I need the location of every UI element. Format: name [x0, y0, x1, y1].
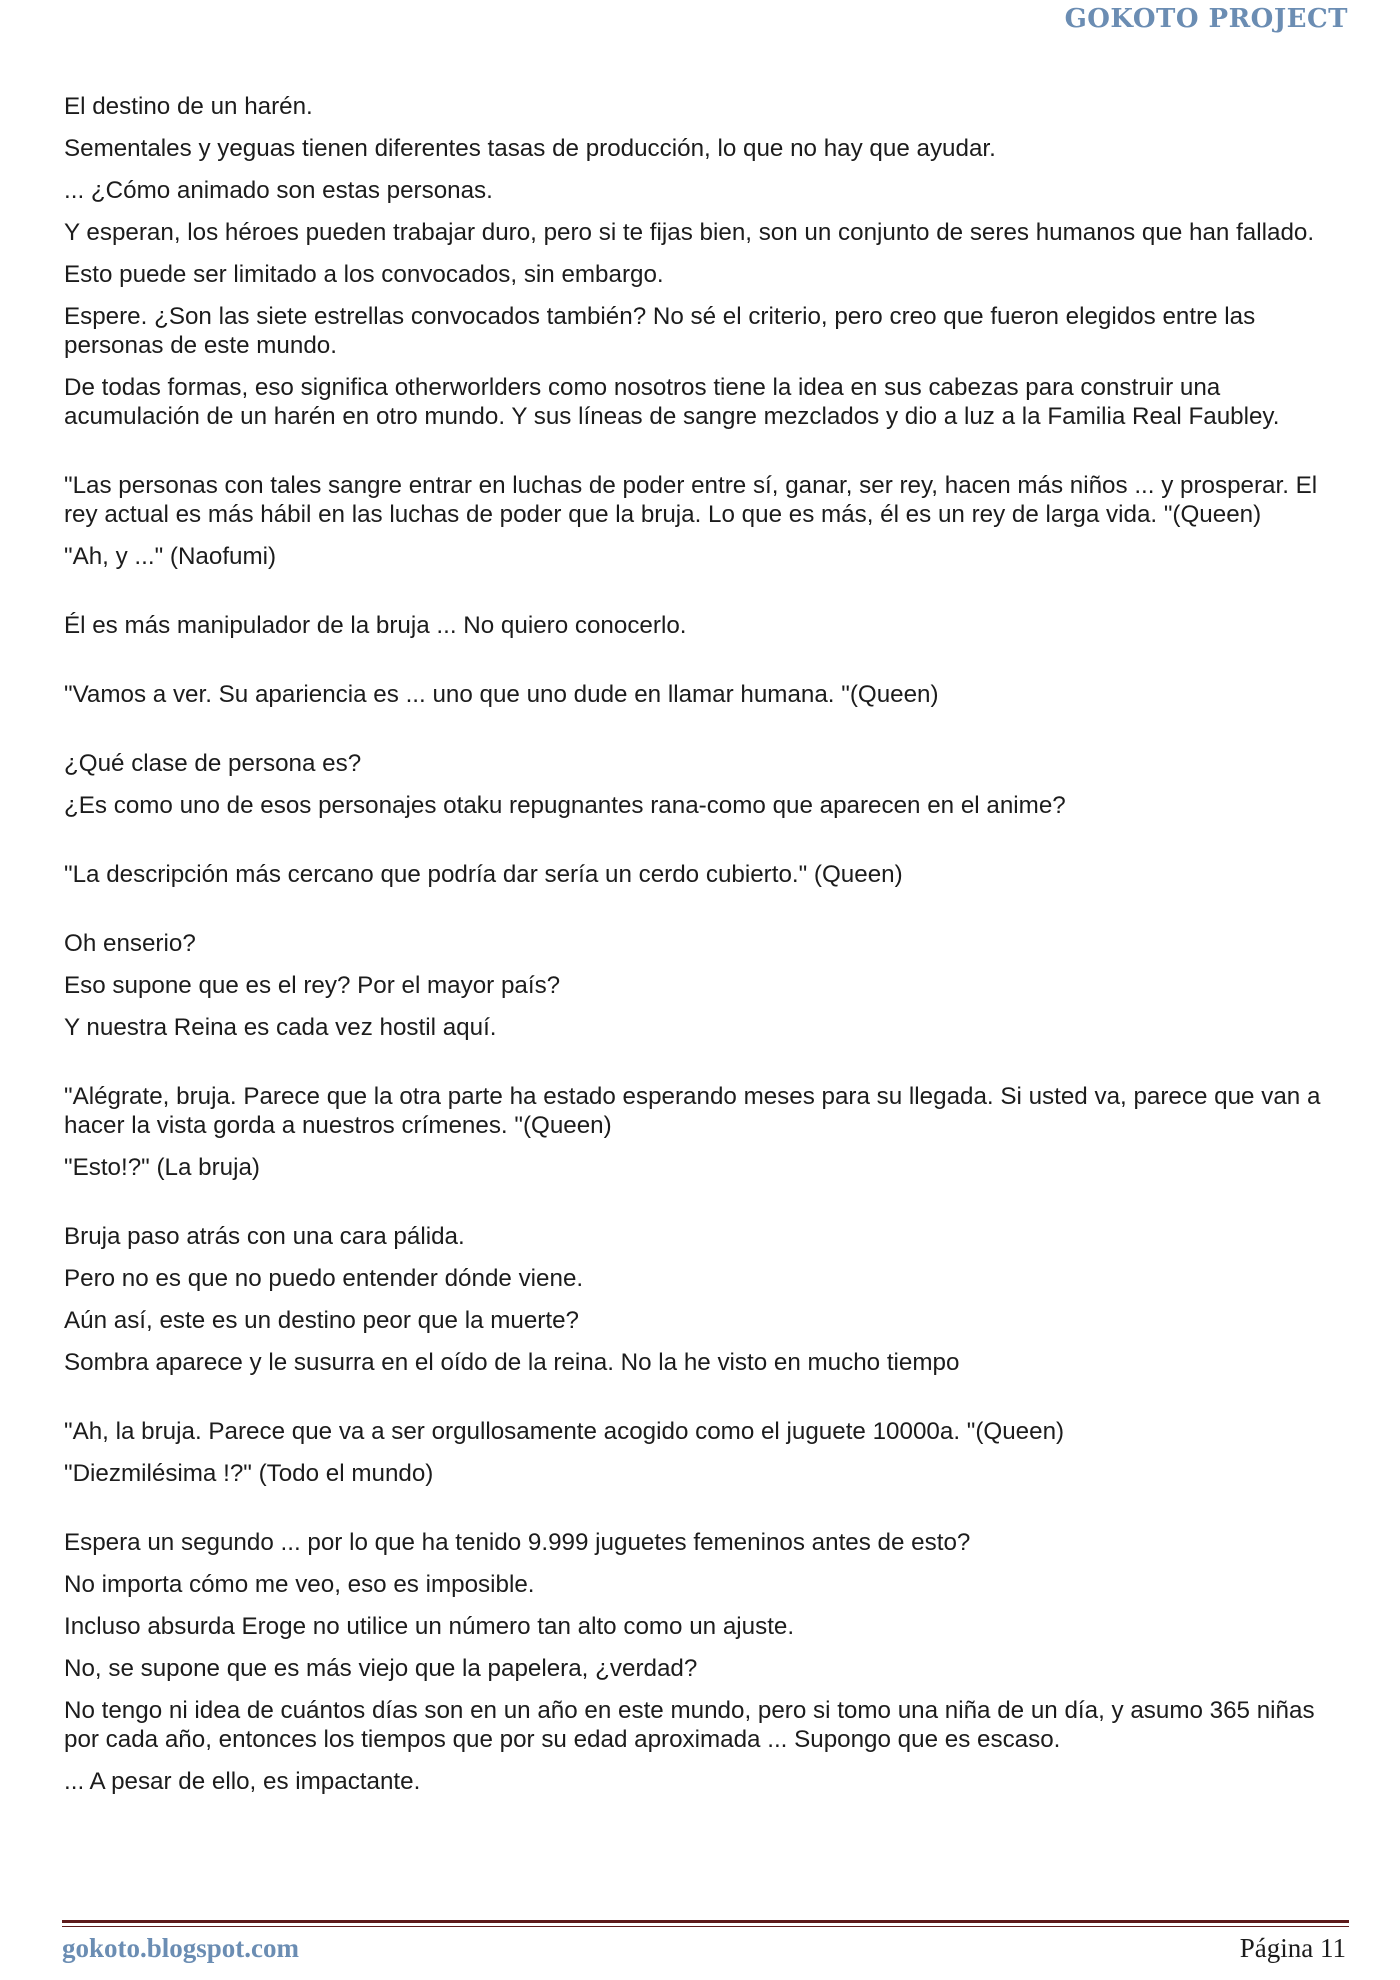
paragraph: "Vamos a ver. Su apariencia es ... uno que uno dude en llamar humana. "(Queen): [64, 681, 939, 708]
paragraph: No tengo ni idea de cuántos días son en un año en este mundo, pero si tomo una niña de un día, y asumo 365 niñas por cada año, entonces los tiempos que por su edad aproximada ... Supongo que es escaso.: [64, 1697, 1315, 1753]
paragraph: No importa cómo me veo, eso es imposible.: [64, 1571, 535, 1598]
paragraph: Incluso absurda Eroge no utilice un número tan alto como un ajuste.: [64, 1613, 795, 1640]
paragraph: Sementales y yeguas tienen diferentes tasas de producción, lo que no hay que ayudar.: [64, 135, 996, 162]
paragraph: ¿Es como uno de esos personajes otaku repugnantes rana-como que aparecen en el anime?: [64, 792, 1066, 819]
footer-divider-thin: [62, 1926, 1349, 1927]
paragraph: ... A pesar de ello, es impactante.: [64, 1768, 421, 1795]
paragraph: Eso supone que es el rey? Por el mayor país?: [64, 972, 561, 999]
document-body: [64, 92, 1344, 1796]
paragraph: Oh enserio?: [64, 930, 196, 957]
paragraph: Aún así, este es un destino peor que la muerte?: [64, 1307, 579, 1334]
paragraph: "Las personas con tales sangre entrar en luchas de poder entre sí, ganar, ser rey, hacen más niños ... y prosperar. El rey actual es más hábil en las luchas de poder que la bruja. Lo que es más, él es un rey de larga vida. "(Queen): [64, 472, 1318, 528]
paragraph: Sombra aparece y le susurra en el oído de la reina. No la he visto en mucho tiempo: [64, 1349, 960, 1376]
paragraph: No, se supone que es más viejo que la papelera, ¿verdad?: [64, 1655, 698, 1682]
paragraph: "Ah, y ..." (Naofumi): [64, 543, 277, 570]
paragraph: Espera un segundo ... por lo que ha tenido 9.999 juguetes femeninos antes de esto?: [64, 1529, 971, 1556]
paragraph: Y nuestra Reina es cada vez hostil aquí.: [64, 1014, 497, 1041]
paragraph: ¿Qué clase de persona es?: [64, 750, 362, 777]
paragraph: Y esperan, los héroes pueden trabajar duro, pero si te fijas bien, son un conjunto de seres humanos que han fallado.: [64, 219, 1315, 246]
footer-divider: [62, 1920, 1349, 1923]
header-brand: GOKOTO PROJECT: [1064, 4, 1348, 34]
paragraph: Espere. ¿Son las siete estrellas convocados también? No sé el criterio, pero creo que fueron elegidos entre las personas de este mundo.: [64, 303, 1256, 359]
paragraph: "Esto!?" (La bruja): [64, 1154, 260, 1181]
paragraph: "Ah, la bruja. Parece que va a ser orgullosamente acogido como el juguete 10000a. "(Queen): [64, 1418, 1065, 1445]
paragraph: Esto puede ser limitado a los convocados, sin embargo.: [64, 261, 664, 288]
paragraph: Bruja paso atrás con una cara pálida.: [64, 1223, 465, 1250]
page-number: Página 11: [1239, 1933, 1346, 1963]
paragraph: De todas formas, eso significa otherworlders como nosotros tiene la idea en sus cabezas para construir una acumulación de un harén en otro mundo. Y sus líneas de sangre mezclados y dio a luz a la Familia Real Faubley.: [64, 374, 1280, 430]
paragraph: Él es más manipulador de la bruja ... No quiero conocerlo.: [64, 612, 687, 639]
footer-url: gokoto.blogspot.com: [62, 1933, 300, 1963]
paragraph: "La descripción más cercano que podría dar sería un cerdo cubierto." (Queen): [64, 861, 903, 888]
paragraph: ... ¿Cómo animado son estas personas.: [64, 177, 493, 204]
paragraph: "Diezmilésima !?" (Todo el mundo): [64, 1460, 434, 1487]
paragraph: El destino de un harén.: [64, 93, 313, 120]
paragraph: "Alégrate, bruja. Parece que la otra parte ha estado esperando meses para su llegada. Si usted va, parece que van a hacer la vista gorda a nuestros crímenes. "(Queen): [64, 1083, 1321, 1139]
paragraph: Pero no es que no puedo entender dónde viene.: [64, 1265, 584, 1292]
